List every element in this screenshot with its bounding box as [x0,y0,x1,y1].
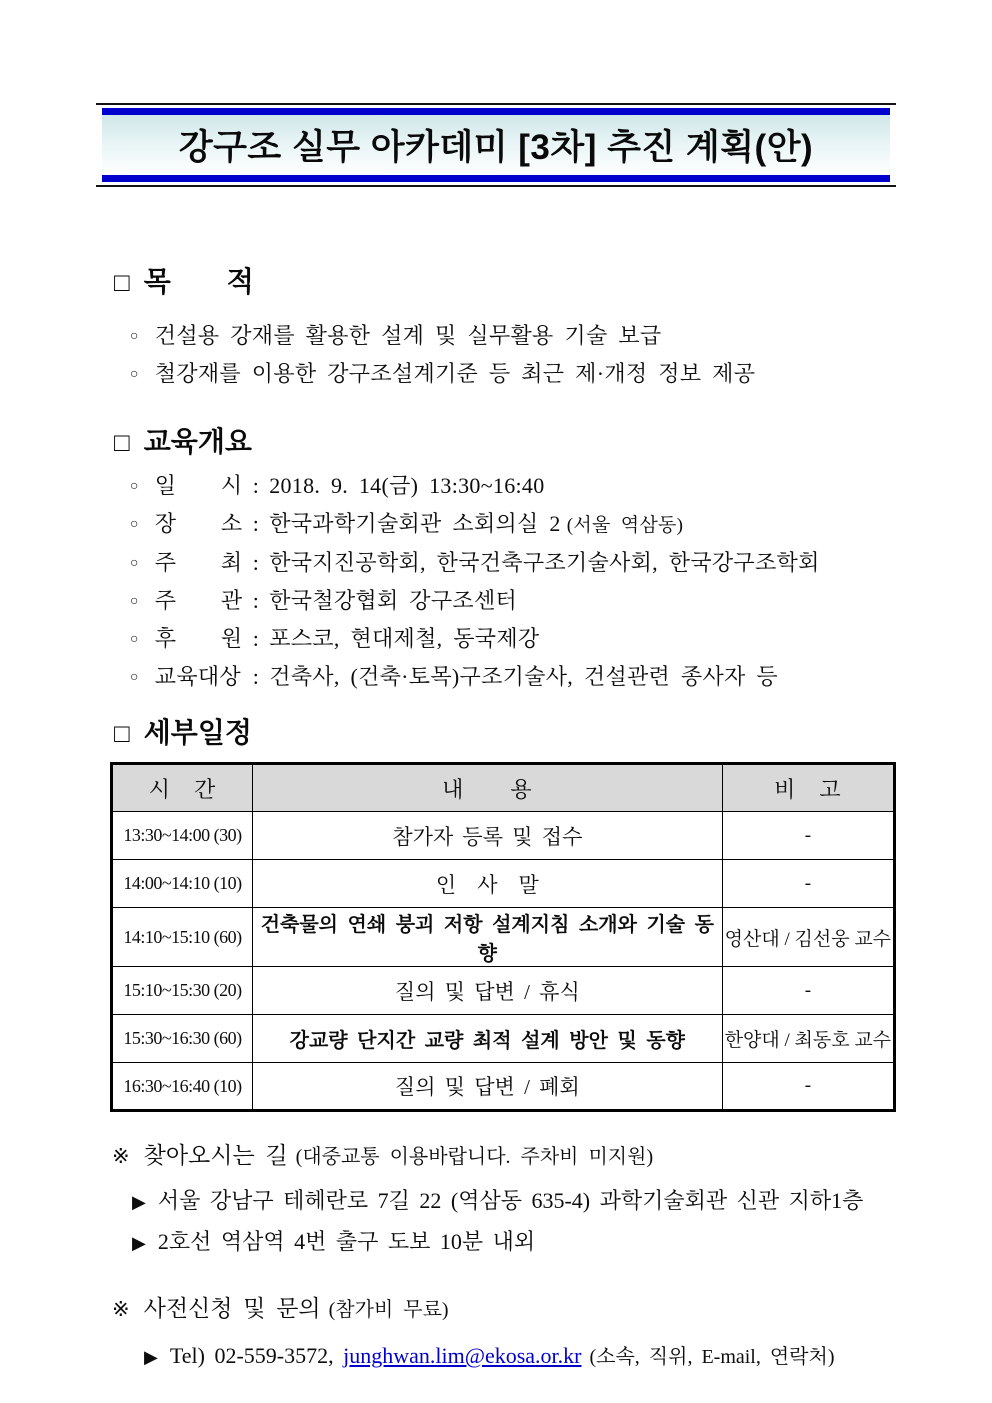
overview-item-value: 포스코, 현대제철, 동국제강 [269,626,540,651]
directions-title: 찾아오시는 길 [143,1143,288,1168]
overview-item-label: 교육대상 [154,664,241,689]
directions-item-text: 서울 강남구 테헤란로 7길 22 (역삼동 635-4) 과학기술회관 신관 지하1층 [157,1188,864,1213]
square-bullet-icon: □ [114,427,130,457]
section-heading-schedule-label: 세부일정 [143,717,252,748]
directions-title-note: (대중교통 이용바랍니다. 주차비 미지원) [295,1146,654,1168]
overview-item [130,505,896,544]
registration-block [96,1291,896,1377]
overview-item-label: 일 시 [154,473,243,498]
schedule-time-cell: 15:10~15:30 (20) [112,967,253,1015]
schedule-content-cell: 건축물의 연쇄 붕괴 저항 설계지침 소개와 기술 동향 [252,908,722,967]
schedule-content-cell: 참가자 등록 및 접수 [252,812,722,860]
overview-item-colon: : [252,473,260,498]
schedule-note-cell: 한양대 / 최동호 교수 [722,1015,894,1063]
overview-item [130,620,896,658]
column-header-content: 내 용 [252,764,722,812]
purpose-bullet-list [96,317,896,393]
registration-title-line [112,1291,896,1328]
overview-item [130,582,896,620]
reference-mark-icon: ※ [112,1297,130,1321]
registration-title: 사전신청 및 문의 [143,1296,321,1321]
page-title: 강구조 실무 아카데미 [3차] 추진 계획(안) [178,128,814,167]
circle-bullet-icon: ○ [130,479,139,494]
contact-required-info: (소속, 직위, E-mail, 연락처) [589,1346,835,1368]
overview-item-label: 주 최 [154,550,243,575]
overview-item-value: 건축사, (건축·토목)구조기술사, 건설관련 종사자 등 [269,664,778,689]
overview-item-value: 한국철강협회 강구조센터 [269,588,518,613]
overview-item-value: 2018. 9. 14(금) 13:30~16:40 [269,473,545,498]
directions-item [132,1222,896,1263]
schedule-time-cell: 13:30~14:00 (30) [112,812,253,860]
overview-item-colon: : [252,550,260,575]
directions-item [132,1181,896,1222]
schedule-table-header-row [112,764,895,812]
overview-item-label: 후 원 [154,626,243,651]
overview-item [130,544,896,582]
arrow-bullet-icon: ▶ [132,1233,146,1253]
section-heading-overview [114,425,896,459]
schedule-time-cell: 14:10~15:10 (60) [112,908,253,967]
schedule-time-cell: 16:30~16:40 (10) [112,1063,253,1111]
overview-item-colon: : [252,588,260,613]
purpose-bullet-text: 건설용 강재를 활용한 설계 및 실무활용 기술 보급 [154,323,662,348]
square-bullet-icon: □ [114,718,130,748]
schedule-note-cell: 영산대 / 김선웅 교수 [722,908,894,967]
purpose-bullet-text: 철강재를 이용한 강구조설계기준 등 최근 제·개정 정보 제공 [154,361,756,386]
schedule-content-cell: 질의 및 답변 / 폐회 [252,1063,722,1111]
reference-mark-icon: ※ [112,1144,130,1168]
table-row [112,812,895,860]
schedule-note-cell: - [722,812,894,860]
circle-bullet-icon: ○ [130,632,139,647]
overview-item [130,658,896,696]
schedule-note-cell: - [722,1063,894,1111]
section-heading-schedule [114,716,896,750]
overview-item-colon: : [252,626,260,651]
circle-bullet-icon: ○ [130,594,139,609]
column-header-time: 시 간 [112,764,253,812]
column-header-note: 비 고 [722,764,894,812]
section-heading-purpose [114,265,896,299]
purpose-bullet [130,317,896,355]
email-link[interactable]: junghwan.lim@ekosa.or.kr [343,1343,582,1368]
overview-item-list [96,467,896,696]
schedule-content-cell: 강교량 단지간 교량 최적 설계 방안 및 동향 [252,1015,722,1063]
directions-item-text: 2호선 역삼역 4번 출구 도보 10분 내외 [157,1229,536,1254]
section-heading-overview-label: 교육개요 [143,426,252,457]
phone-number: Tel) 02-559-3572, [169,1343,334,1368]
overview-item-colon: : [252,664,260,689]
overview-item [130,467,896,505]
directions-block [96,1138,896,1263]
registration-title-note: (참가비 무료) [328,1299,449,1321]
schedule-table-body [112,812,895,1111]
overview-item-label: 주 관 [154,588,243,613]
table-row [112,908,895,967]
square-bullet-icon: □ [114,267,130,297]
schedule-content-cell: 인 사 말 [252,860,722,908]
contact-line [144,1336,896,1377]
schedule-time-cell: 14:00~14:10 (10) [112,860,253,908]
circle-bullet-icon: ○ [130,556,139,571]
schedule-content-cell: 질의 및 답변 / 휴식 [252,967,722,1015]
circle-bullet-icon: ○ [130,670,139,685]
circle-bullet-icon: ○ [130,367,139,382]
purpose-bullet [130,355,896,393]
schedule-note-cell: - [722,967,894,1015]
table-row [112,967,895,1015]
table-row [112,860,895,908]
overview-item-value: 한국과학기술회관 소회의실 2 [269,511,561,536]
section-heading-purpose-label: 목 적 [143,266,254,297]
arrow-bullet-icon: ▶ [144,1347,158,1367]
directions-item-list [96,1181,896,1263]
overview-item-colon: : [252,511,260,536]
title-banner-frame [96,103,896,187]
overview-item-label: 장 소 [154,511,243,536]
table-row [112,1063,895,1111]
schedule-note-cell: - [722,860,894,908]
overview-item-value: 한국지진공학회, 한국건축구조기술사회, 한국강구조학회 [269,550,820,575]
schedule-table [110,762,896,1112]
schedule-time-cell: 15:30~16:30 (60) [112,1015,253,1063]
overview-item-note: (서울 역삼동) [566,515,684,536]
directions-title-line [112,1138,896,1175]
arrow-bullet-icon: ▶ [132,1192,146,1212]
circle-bullet-icon: ○ [130,329,139,344]
circle-bullet-icon: ○ [130,517,139,532]
title-banner [102,108,890,182]
table-row [112,1015,895,1063]
